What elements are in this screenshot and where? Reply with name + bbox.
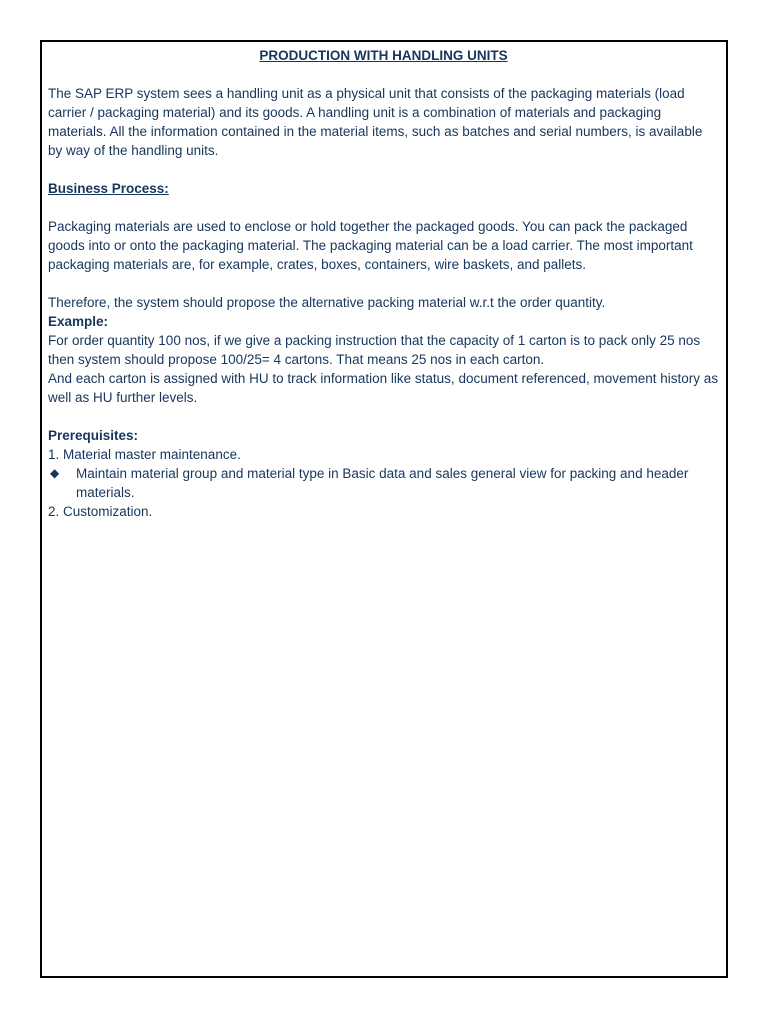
therefore-line: Therefore, the system should propose the alternative packing material w.r.t the order quantity.: [48, 295, 606, 310]
diamond-bullet-icon: ◆: [50, 466, 60, 480]
intro-paragraph: The SAP ERP system sees a handling unit as a physical unit that consists of the packaging materials (load carrier / packaging material) and its goods. A handling unit is a combination of materials and packaging materials. All the information contained in the material items, such as batches and serial numbers, is available by way of the handling units.: [48, 86, 703, 158]
document-title: PRODUCTION WITH HANDLING UNITS: [259, 48, 508, 63]
prerequisite-item-1: 1. Material master maintenance.: [48, 447, 241, 462]
example-followup: And each carton is assigned with HU to track information like status, document referenced, movement history as well as HU further levels.: [48, 371, 719, 405]
business-process-paragraph: Packaging materials are used to enclose or hold together the packaged goods. You can pack the packaged goods into or onto the packaging material. The packaging material can be a load carrier. The most important packaging materials are, for example, crates, boxes, containers, wire baskets, and pallets.: [48, 219, 693, 272]
prerequisite-item-2: 2. Customization.: [48, 504, 153, 519]
example-heading: Example:: [48, 314, 109, 329]
business-process-heading: Business Process:: [48, 181, 169, 196]
example-paragraph: For order quantity 100 nos, if we give a packing instruction that the capacity of 1 carton is to pack only 25 nos then system should propose 100/25= 4 cartons. That means 25 nos in each carton.: [48, 333, 701, 367]
page-border-frame: [40, 40, 728, 978]
prerequisite-bullet-text: Maintain material group and material type in Basic data and sales general view for packing and header materials.: [76, 466, 689, 500]
prerequisites-heading: Prerequisites:: [48, 428, 139, 443]
prerequisite-bullet-row: [48, 464, 719, 502]
